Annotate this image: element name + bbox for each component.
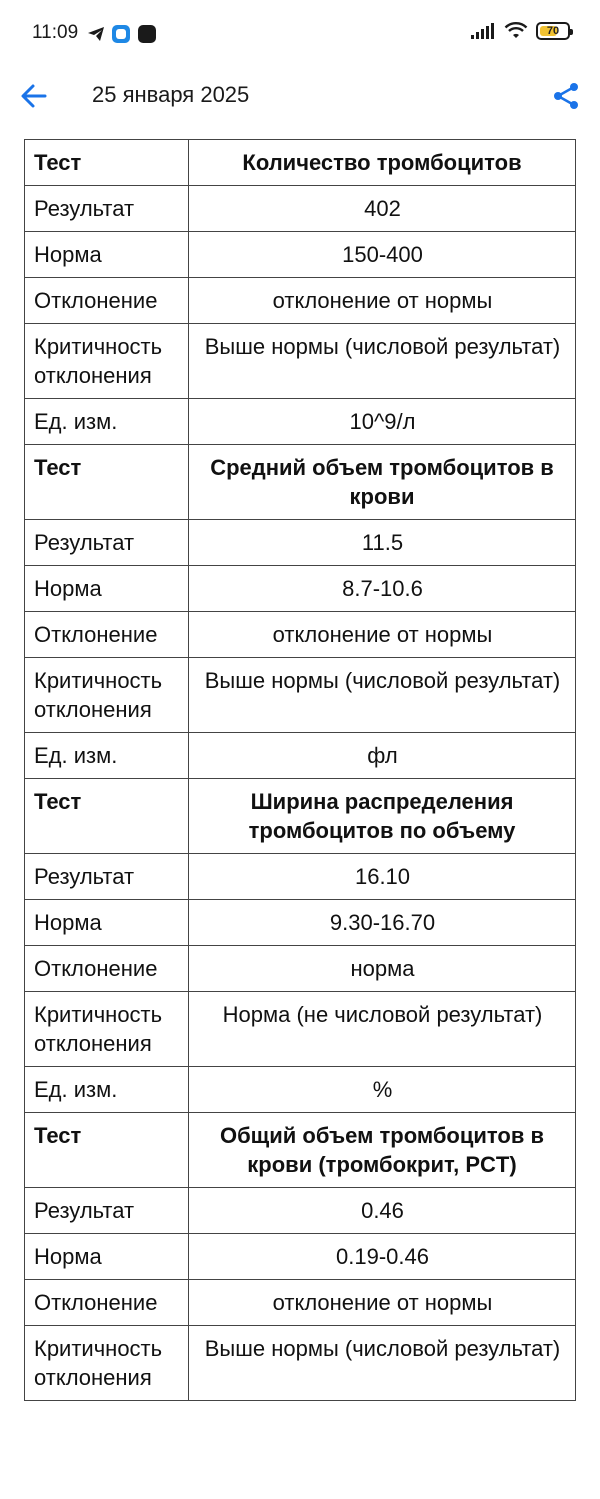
- table-row: [25, 324, 576, 399]
- test-header-row: [25, 779, 576, 854]
- table-row: [25, 612, 576, 658]
- battery-level: 70: [546, 25, 560, 37]
- row-label: Ед. изм.: [25, 733, 189, 779]
- table-row: [25, 992, 576, 1067]
- row-label: Норма: [25, 232, 189, 278]
- row-label: Отклонение: [25, 278, 189, 324]
- row-value: отклонение от нормы: [189, 1280, 576, 1326]
- row-label: Норма: [25, 900, 189, 946]
- table-row: [25, 278, 576, 324]
- test-header-label: Тест: [25, 445, 189, 520]
- table-row: [25, 1326, 576, 1401]
- row-value: 11.5: [189, 520, 576, 566]
- test-name: Ширина распределения тромбоцитов по объему: [189, 779, 576, 854]
- test-name: Количество тромбоцитов: [189, 140, 576, 186]
- battery-icon: [536, 22, 570, 40]
- row-value: Выше нормы (числовой результат): [189, 1326, 576, 1401]
- row-value: 0.19-0.46: [189, 1234, 576, 1280]
- test-header-label: Тест: [25, 1113, 189, 1188]
- test-header-label: Тест: [25, 140, 189, 186]
- telegram-icon: [87, 25, 105, 43]
- row-value: 0.46: [189, 1188, 576, 1234]
- row-label: Отклонение: [25, 1280, 189, 1326]
- test-header-row: [25, 1113, 576, 1188]
- row-label: Отклонение: [25, 612, 189, 658]
- row-value: %: [189, 1067, 576, 1113]
- battery-tip: [570, 29, 573, 35]
- row-label: Критичность отклонения: [25, 1326, 189, 1401]
- arrow-left-icon: [16, 78, 52, 114]
- row-value: 8.7-10.6: [189, 566, 576, 612]
- row-value: 9.30-16.70: [189, 900, 576, 946]
- results-table-container[interactable]: [24, 139, 576, 1401]
- table-row: [25, 1280, 576, 1326]
- table-row: [25, 186, 576, 232]
- row-label: Критичность отклонения: [25, 324, 189, 399]
- row-value: 150-400: [189, 232, 576, 278]
- row-label: Норма: [25, 566, 189, 612]
- table-row: [25, 733, 576, 779]
- table-row: [25, 566, 576, 612]
- row-label: Ед. изм.: [25, 1067, 189, 1113]
- dark-app-icon: [137, 24, 157, 44]
- share-icon: [548, 78, 584, 114]
- row-label: Результат: [25, 520, 189, 566]
- row-value: отклонение от нормы: [189, 278, 576, 324]
- row-label: Ед. изм.: [25, 399, 189, 445]
- blue-app-icon: [111, 24, 131, 44]
- status-time: 11:09: [32, 22, 79, 43]
- wifi-icon: [504, 22, 528, 40]
- table-row: [25, 1067, 576, 1113]
- table-row: [25, 399, 576, 445]
- table-row: [25, 900, 576, 946]
- row-label: Критичность отклонения: [25, 658, 189, 733]
- row-value: норма: [189, 946, 576, 992]
- table-row: [25, 854, 576, 900]
- row-value: 402: [189, 186, 576, 232]
- signal-icon: [470, 22, 496, 40]
- table-row: [25, 232, 576, 278]
- row-value: отклонение от нормы: [189, 612, 576, 658]
- back-button[interactable]: [16, 78, 52, 114]
- status-system-icons: [470, 22, 570, 40]
- row-value: фл: [189, 733, 576, 779]
- table-row: [25, 1234, 576, 1280]
- row-value: 16.10: [189, 854, 576, 900]
- row-label: Критичность отклонения: [25, 992, 189, 1067]
- table-row: [25, 946, 576, 992]
- page-title: 25 января 2025: [92, 82, 250, 107]
- table-row: [25, 658, 576, 733]
- status-bar: [0, 0, 600, 68]
- row-label: Результат: [25, 854, 189, 900]
- results-table: [24, 139, 576, 1401]
- test-name: Средний объем тромбоцитов в крови: [189, 445, 576, 520]
- row-value: Выше нормы (числовой результат): [189, 658, 576, 733]
- row-label: Отклонение: [25, 946, 189, 992]
- results-table-body: [25, 140, 576, 1401]
- row-value: Выше нормы (числовой результат): [189, 324, 576, 399]
- row-label: Результат: [25, 1188, 189, 1234]
- test-header-label: Тест: [25, 779, 189, 854]
- test-name: Общий объем тромбоцитов в крови (тромбокрит, PCT): [189, 1113, 576, 1188]
- test-header-row: [25, 140, 576, 186]
- row-value: 10^9/л: [189, 399, 576, 445]
- table-row: [25, 520, 576, 566]
- app-bar: [0, 68, 600, 130]
- row-label: Результат: [25, 186, 189, 232]
- share-button[interactable]: [548, 78, 584, 114]
- row-value: Норма (не числовой результат): [189, 992, 576, 1067]
- row-label: Норма: [25, 1234, 189, 1280]
- test-header-row: [25, 445, 576, 520]
- table-row: [25, 1188, 576, 1234]
- status-notification-icons: [87, 24, 157, 44]
